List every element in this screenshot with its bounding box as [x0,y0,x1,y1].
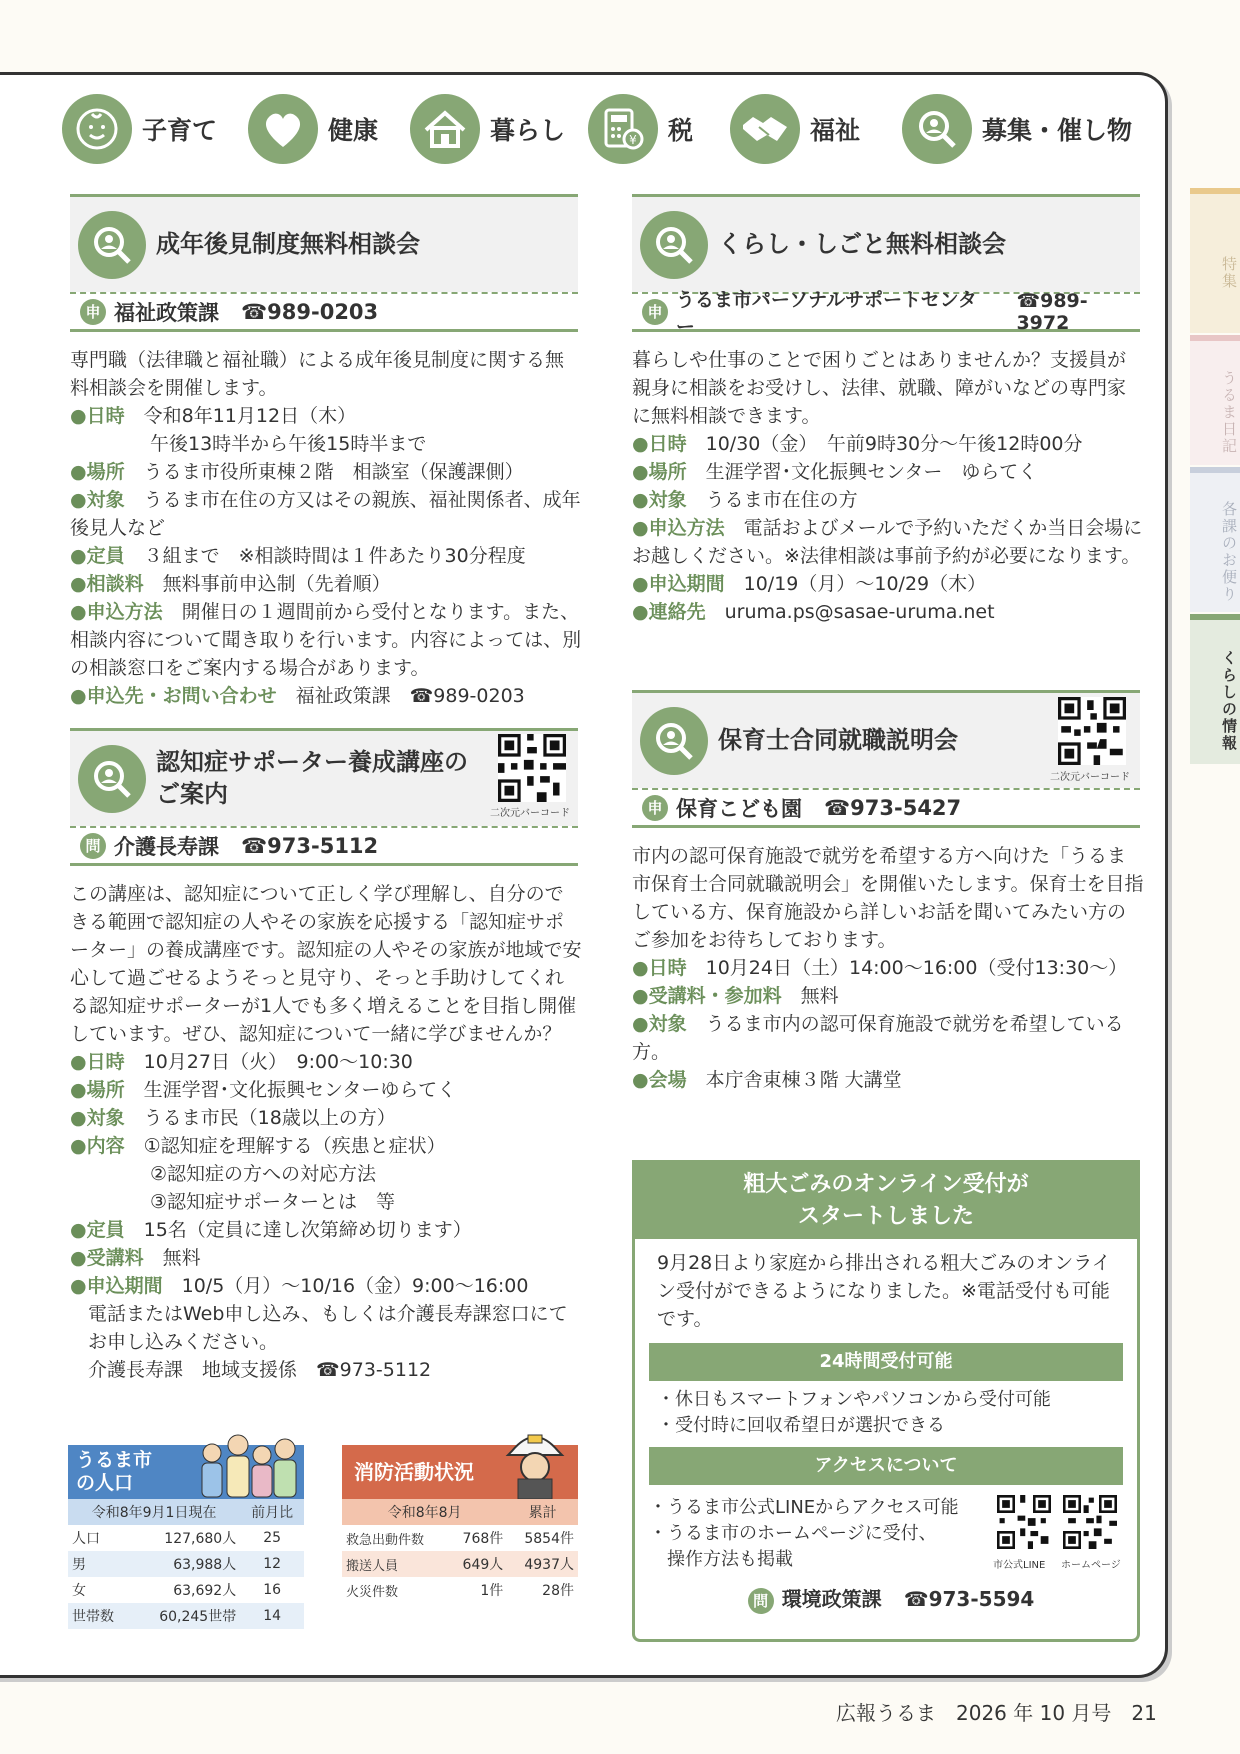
table-cell: 16 [263,1582,282,1598]
inquiry-value: 福祉政策課 ☎989-0203 [295,685,525,707]
intro-text: 専門職（法律職と福祉職）による成年後見制度に関する無料相談会を開催します。 [70,349,565,399]
title-line-2: スタートしました [797,1204,974,1229]
intro-text: この講座は、認知症について正しく学び理解し、自分のできる範囲で認知症の人やその家族を応援する「認知症サポーター」の養成講座です。認知症の人やその家族が地域で安心して過ごせるようそっと見守り、そっと手助けしてくれる認知症サポーターが1人でも多く増えることを目指し開催しています。ぜひ、認知症について一緒に学びませんか？ [70,883,582,1045]
target-label: 対象 [648,489,687,511]
section-title: 保育士合同就職説明会 [718,725,958,754]
date-label: 日時 [86,405,125,427]
target-label: 対象 [86,1107,125,1129]
department: 介護長寿課 [114,834,219,859]
contact-line [70,826,578,866]
contact-line [635,1581,1137,1617]
place-value: 生涯学習･文化振興センターゆらてく [143,1079,457,1101]
note-contact: 介護長寿課 地域支援係 ☎973-5112 [88,1359,432,1381]
list-item: ・休日もスマートフォンやパソコンから受付可能 [657,1389,1051,1410]
target-label: 対象 [86,489,125,511]
apply-mark: 申 [80,299,106,325]
category-label: 募集・催し物 [982,116,1133,145]
tab-label: 特集 [1220,255,1238,290]
category-health[interactable] [248,94,378,164]
place-value: うるま市役所東棟２階 相談室（保護課側） [143,461,524,483]
list-item: ・うるま市のホームページに受付、 [649,1523,937,1544]
target-value: うるま市内の認可保育施設で就労を希望している方。 [632,1013,1124,1063]
fee-label: 受講料・参加料 [648,985,782,1007]
category-welfare[interactable] [730,94,860,164]
svg-text:¥: ¥ [629,133,637,147]
phone-number[interactable]: ☎973-5112 [241,833,379,858]
content-item: ②認知症の方への対応方法 [150,1163,377,1185]
section-header [632,194,1140,292]
feature-bar: 24時間受付可能 [649,1343,1123,1381]
table-cell: 5854件 [524,1531,574,1547]
date-label: 日時 [86,1051,125,1073]
table-cell: 女 [72,1583,86,1599]
table-cell: 救急出動件数 [346,1532,425,1548]
inquiry-label: 申込先・お問い合わせ [86,685,277,707]
section-header [70,194,578,292]
search-person-icon [78,745,146,813]
content-item: ③認知症サポーターとは 等 [150,1191,396,1213]
title-line-1: 粗大ごみのオンライン受付が [743,1172,1029,1197]
table-cell: 63,988人 [173,1557,237,1573]
handshake-icon [730,94,800,164]
fee-label: 相談料 [86,573,144,595]
table-cell: 60,245世帯 [159,1609,237,1625]
phone-number[interactable]: ☎989-3972 [1016,289,1088,334]
category-childcare[interactable] [62,94,217,164]
place-label: 場所 [86,1079,125,1101]
apply-label: 申込方法 [648,517,725,539]
title-line-2: の人口 [76,1472,134,1494]
section-title: 成年後見制度無料相談会 [156,229,420,258]
section-title [156,747,468,809]
fee-value: 無料 [162,1247,201,1269]
list-item: ・うるま市公式LINEからアクセス可能 [649,1497,959,1518]
capacity-label: 定員 [86,1219,125,1241]
category-label: 健康 [328,116,379,145]
table-cell: 搬送人員 [346,1558,399,1574]
phone-number[interactable]: ☎989-0203 [241,299,379,324]
fire-table [342,1499,578,1603]
apply-value: 電話およびメールで予約いただくか当日会場にお越しください。※法律相談は事前予約が必要になります。 [632,517,1143,567]
capacity-value: ３組まで ※相談時間は１件あたり30分程度 [143,545,526,567]
table-row [342,1577,578,1603]
access-list [635,1485,1137,1581]
fee-value: 無料事前申込制（先着順） [162,573,391,595]
population-title [68,1445,304,1499]
qr-code-label: 二次元バーコード [1050,772,1130,783]
category-row [62,94,1142,164]
tab-label: くらしの情報 [1220,650,1238,752]
phone-number[interactable]: ☎973-5427 [824,795,962,820]
family-illustration-icon [190,1431,300,1499]
fire-title [342,1445,578,1499]
title-line-1: うるま市 [76,1449,153,1471]
page-footer: 広報うるま 2026 年 10 月号 21 [836,1701,1157,1725]
section-title: くらし・しごと無料相談会 [718,229,1006,258]
section-body: この講座は、認知症について正しく学び理解し、自分のできる範囲で認知症の人やその家族を応援する「認知症サポーター」の養成講座です。認知症の人やその家族が地域で安心して過ごせるようそっと見守り、そっと手助けしてくれる認知症サポーターが1人でも多く増えることを目指し開催しています。ぜひ、認知症について一緒に学びませんか？ ●日時 10月27日（火） 9:00〜10:30 ●場所 生涯学習･文化振興センターゆらてく ●対象 うるま市民（18歳以上の方） ●内容 ①認知症を理解する（疾患と症状） ②認知症の方への対応方法 ③認知症サポーターとは 等 ●定員 15名（定員に達し次第締め切ります） ●受講料 無料 ●申込期間 10/5（月）〜10/16（金）9:00〜16:00 電話またはWeb申し込み、もしくは介護長寿課窓口にてお申し込みください。 介護長寿課 地域支援係 ☎973-5112 [70,880,582,1384]
date-value: 令和8年11月12日（木） [143,405,357,427]
capacity-value: 15名（定員に達し次第締め切ります） [143,1219,472,1241]
table-header: 累計 [528,1505,557,1521]
content-item: ①認知症を理解する（疾患と症状） [143,1135,446,1157]
department: うるま市パーソナルサポートセンター [675,288,977,338]
tab-diary[interactable] [1190,335,1240,465]
capacity-label: 定員 [86,545,125,567]
table-cell: 4937人 [524,1557,574,1573]
title-line-1: 認知症サポーター養成講座の [156,748,468,777]
fee-label: 受講料 [86,1247,144,1269]
date-value: 10/30（金） 午前9時30分〜午後12時00分 [705,433,1083,455]
date-value: 10月27日（火） 9:00〜10:30 [143,1051,413,1073]
fee-value: 無料 [800,985,839,1007]
qr-code-icon[interactable] [1058,697,1126,765]
qr-code-line-icon[interactable] [997,1495,1051,1549]
table-cell: 1件 [480,1583,504,1599]
calculator-yen-icon [588,94,658,164]
qr-code-label: ホームページ [1061,1560,1121,1571]
apply-mark: 申 [642,299,668,325]
apply-label: 申込方法 [86,601,163,623]
department: 保育こども園 [676,796,802,821]
category-tax[interactable] [588,94,693,164]
qr-code-label: 市公式LINE [993,1560,1046,1571]
table-row [68,1577,304,1603]
search-person-icon [640,707,708,775]
table-row [68,1551,304,1577]
access-bar: アクセスについて [649,1447,1123,1485]
contact-line [632,788,1140,828]
table-cell: 649人 [462,1557,504,1573]
period-label: 申込期間 [648,573,725,595]
target-value: うるま市民（18歳以上の方） [143,1107,396,1129]
qr-code-icon[interactable] [498,734,566,802]
title-line-2: ご案内 [156,779,228,808]
category-label: 税 [668,116,694,145]
period-value: 10/5（月）〜10/16（金）9:00〜16:00 [181,1275,529,1297]
tab-feature[interactable] [1190,188,1240,333]
target-value: うるま市在住の方 [705,489,858,511]
venue-label: 会場 [648,1069,687,1091]
table-cell: 14 [263,1608,282,1624]
table-cell: 768件 [462,1531,504,1547]
tab-label: 各課のお便り [1220,500,1238,603]
category-label: 福祉 [810,116,861,145]
content-label: 内容 [86,1135,125,1157]
baby-face-icon [62,94,132,164]
house-icon [410,94,480,164]
table-row [342,1525,578,1551]
target-value: うるま市在住の方又はその親族、福祉関係者、成年後見人など [70,489,581,539]
tab-living-info[interactable] [1190,614,1240,764]
magnifier-icon [902,94,972,164]
inquiry-mark: 問 [748,1588,774,1614]
table-cell: 127,680人 [164,1531,237,1547]
table-cell: 世帯数 [72,1609,114,1625]
table-cell: 63,692人 [173,1583,237,1599]
table-header: 令和8年8月 [387,1505,462,1521]
population-box [68,1445,304,1629]
inquiry-mark: 問 [80,833,106,859]
place-label: 場所 [648,461,687,483]
apply-mark: 申 [642,795,668,821]
venue-value: 本庁舎東棟３階 大講堂 [705,1069,902,1091]
list-item: ・受付時に回収希望日が選択できる [657,1415,945,1436]
population-table [68,1499,304,1629]
contact-line [632,288,1140,338]
table-row [68,1525,304,1551]
table-cell: 火災件数 [346,1584,399,1600]
apply-value: 開催日の１週間前から受付となります。また、相談内容について聞き取りを行います。内容によっては、別の相談窓口をご案内する場合があります。 [70,601,582,679]
feature-list [635,1381,1137,1447]
department: 環境政策課 [781,1587,882,1611]
heart-icon [248,94,318,164]
table-cell: 28件 [542,1583,574,1599]
table-cell: 男 [72,1557,86,1573]
list-item: 操作方法も掲載 [667,1549,793,1570]
category-recruit-events[interactable] [902,94,1132,164]
box-title [635,1163,1137,1239]
table-row [68,1603,304,1629]
period-value: 10/19（月）〜10/29（木） [743,573,987,595]
contact-line [70,292,578,332]
category-living[interactable] [410,94,565,164]
department: 福祉政策課 [114,300,219,325]
note-text: 電話またはWeb申し込み、もしくは介護長寿課窓口にてお申し込みください。 [88,1303,568,1353]
section-body: 市内の認可保育施設で就労を希望する方へ向けた「うるま市保育士合同就職説明会」を開催いたします。保育士を目指している方、保育施設から詳しいお話を聞いてみたい方のご参加をお待ちしております。 ●日時 10月24日（土）14:00〜16:00（受付13:30〜） ●受講料・参加料 無料 ●対象 うるま市内の認可保育施設で就労を希望している方。 ●会場 本庁舎東棟３階 大講堂 [632,842,1144,1094]
category-label: 暮らし [490,116,566,145]
table-header: 前月比 [251,1505,294,1521]
table-cell: 12 [263,1556,282,1572]
category-label: 子育て [142,116,218,145]
time-value: 午後13時半から午後15時半まで [150,433,427,455]
period-label: 申込期間 [86,1275,163,1297]
bulky-garbage-box [632,1160,1140,1642]
intro-text: 市内の認可保育施設で就労を希望する方へ向けた「うるま市保育士合同就職説明会」を開催いたします。保育士を目指している方、保育施設から詳しいお話を聞いてみたい方のご参加をお待ちしております。 [632,845,1144,951]
firefighter-icon [500,1423,570,1499]
qr-code-label: 二次元バーコード [490,808,570,819]
email-link[interactable]: uruma.ps@sasae-uruma.net [724,601,995,623]
intro-text: 暮らしや仕事のことで困りごとはありませんか？支援員が親身に相談をお受けし、法律、就職、障がいなどの専門家に無料相談できます。 [632,349,1127,427]
box-text: 9月28日より家庭から排出される粗大ごみのオンライン受付ができるようになりました。※電話受付も可能です。 [657,1252,1111,1330]
target-label: 対象 [648,1013,687,1035]
title-text: 消防活動状況 [354,1460,474,1484]
table-cell: 人口 [72,1531,100,1547]
contact-label: 連絡先 [648,601,706,623]
date-label: 日時 [648,957,687,979]
phone-number[interactable]: ☎973-5594 [903,1587,1035,1611]
qr-code-homepage-icon[interactable] [1063,1495,1117,1549]
search-person-icon [640,211,708,279]
table-cell: 25 [263,1530,282,1546]
section-body: 専門職（法律職と福祉職）による成年後見制度に関する無料相談会を開催します。 ●日時 令和8年11月12日（木） 午後13時半から午後15時半まで ●場所 うるま市役所東棟２階 相談室（保護課側） ●対象 うるま市在住の方又はその親族、福祉関係者、成年後見人など ●定員 ３組まで ※相談時間は１件あたり30分程度 ●相談料 無料事前申込制（先着順） ●申込方法 開催日の１週間前から受付となります。また、相談内容について聞き取りを行います。内容によっては、別の相談窓口をご案内する場合があります。 ●申込先・お問い合わせ 福祉政策課 ☎989-0203 [70,346,582,710]
tab-department-news[interactable] [1190,467,1240,612]
date-value: 10月24日（土）14:00〜16:00（受付13:30〜） [705,957,1128,979]
section-body: 暮らしや仕事のことで困りごとはありませんか？支援員が親身に相談をお受けし、法律、就職、障がいなどの専門家に無料相談できます。 ●日時 10/30（金） 午前9時30分〜午後12時00分 ●場所 生涯学習･文化振興センター ゆらてく ●対象 うるま市在住の方 ●申込方法 電話およびメールで予約いただくか当日会場にお越しください。※法律相談は事前予約が必要になります。 ●申込期間 10/19（月）〜10/29（木） ●連絡先 uruma.ps@sasae-uruma.net [632,346,1144,626]
table-header: 令和8年9月1日現在 [91,1505,217,1521]
date-label: 日時 [648,433,687,455]
place-label: 場所 [86,461,125,483]
place-value: 生涯学習･文化振興センター ゆらてく [705,461,1038,483]
tab-label: うるま日記 [1220,369,1238,455]
table-row [342,1551,578,1577]
search-person-icon [78,211,146,279]
fire-activity-box [342,1445,578,1603]
